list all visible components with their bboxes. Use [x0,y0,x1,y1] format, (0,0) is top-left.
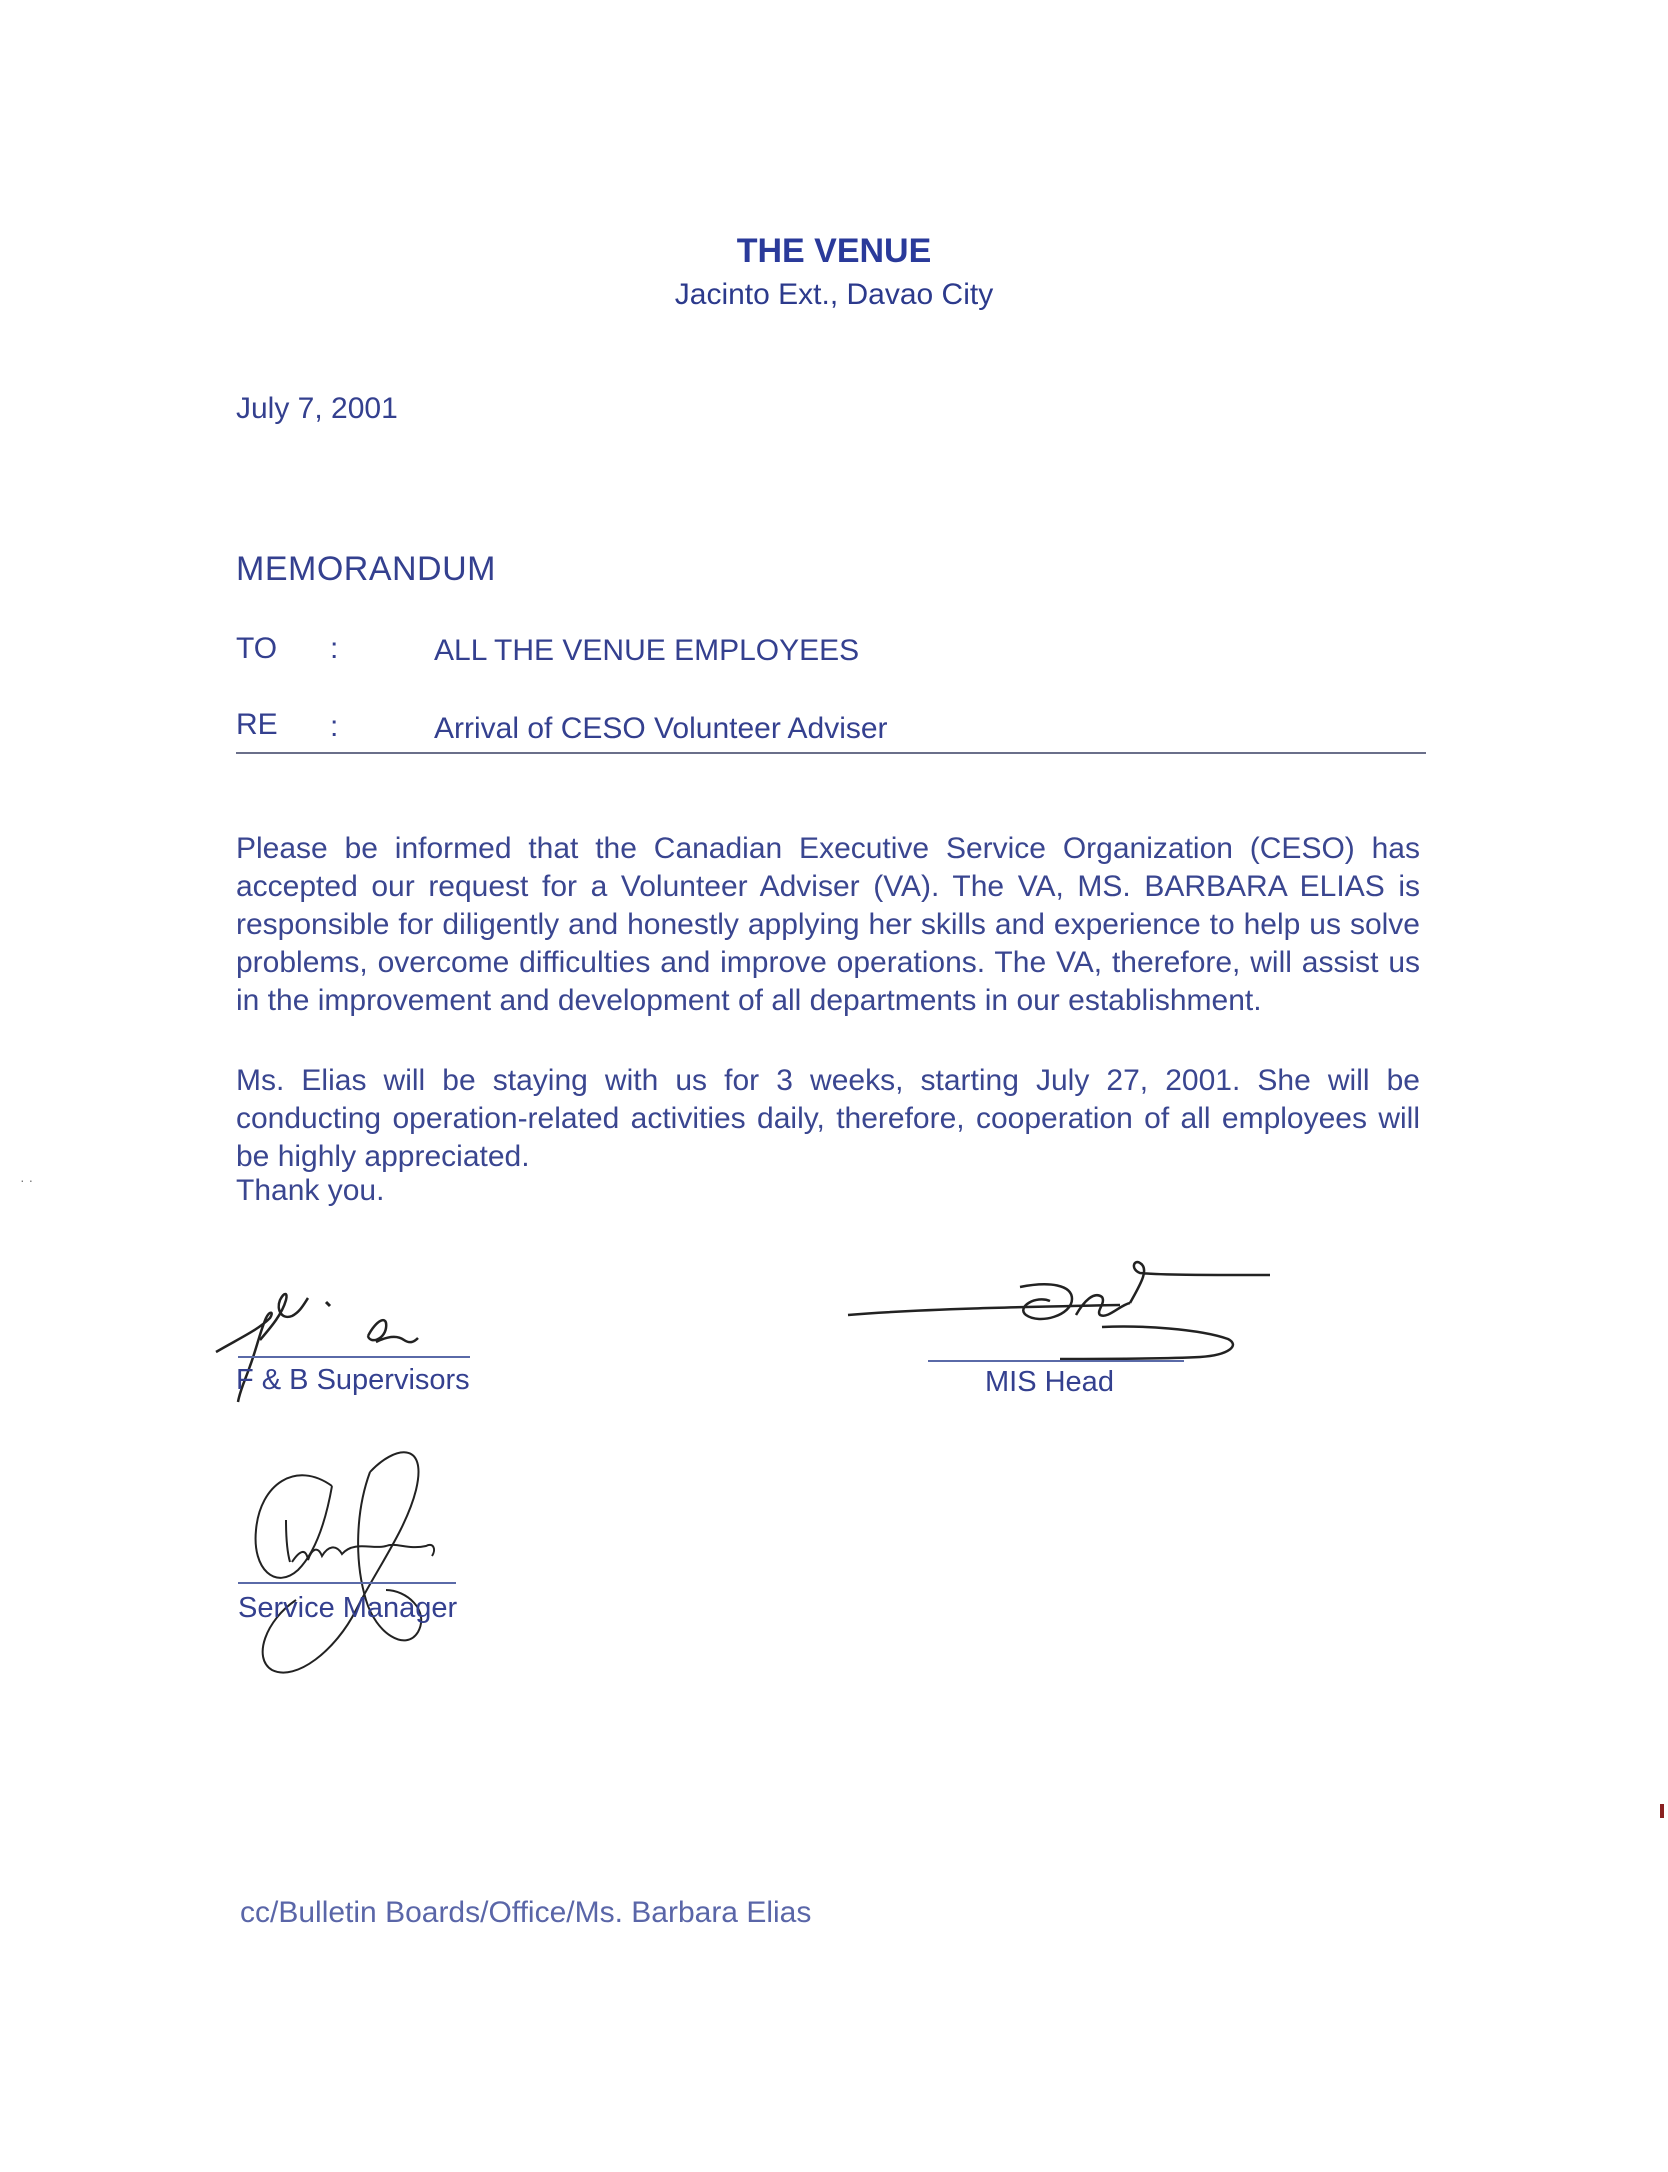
service-manager-label: Service Manager [238,1592,458,1624]
service-manager-signature [236,1420,466,1690]
header-divider [236,752,1426,754]
closing-text: Thank you. [236,1174,385,1207]
body-paragraph-1: Please be informed that the Canadian Executive Service Organization (CESO) has accepted our request for a Volunteer Adviser (VA). The VA, MS. BARBARA ELIAS is responsible for diligently and honestly applying her skills and experience to help us solve problems, overcome difficulties and improve operations. The VA, therefore, will assist us in the improvement and development of all departments in our establishment. [236,832,1420,1017]
mis-head-label: MIS Head [985,1366,1114,1398]
re-separator: : [330,710,339,743]
service-manager-signature-line [238,1582,456,1584]
to-value: ALL THE VENUE EMPLOYEES [434,634,860,667]
organization-address: Jacinto Ext., Davao City [674,278,994,311]
to-separator: : [330,632,339,665]
cc-line: cc/Bulletin Boards/Office/Ms. Barbara Elias [240,1896,812,1929]
mis-head-signature [840,1245,1280,1385]
organization-name: THE VENUE [736,232,932,270]
memo-date: July 7, 2001 [236,392,398,425]
scan-speck: · · [20,1172,34,1188]
edge-mark [1660,1804,1664,1818]
to-label: TO [236,632,278,665]
mis-head-signature-line [928,1360,1184,1362]
body-paragraph-2: Ms. Elias will be staying with us for 3 weeks, starting July 27, 2001. She will be conducting operation-related activities daily, therefore, cooperation of all employees will be highly appreciated. [236,1064,1420,1173]
re-value: Arrival of CESO Volunteer Adviser [434,712,888,745]
re-label: RE [236,708,278,741]
memo-title: MEMORANDUM [236,550,496,588]
fb-supervisors-signature-line [238,1356,470,1358]
fb-supervisors-label: F & B Supervisors [236,1364,470,1396]
